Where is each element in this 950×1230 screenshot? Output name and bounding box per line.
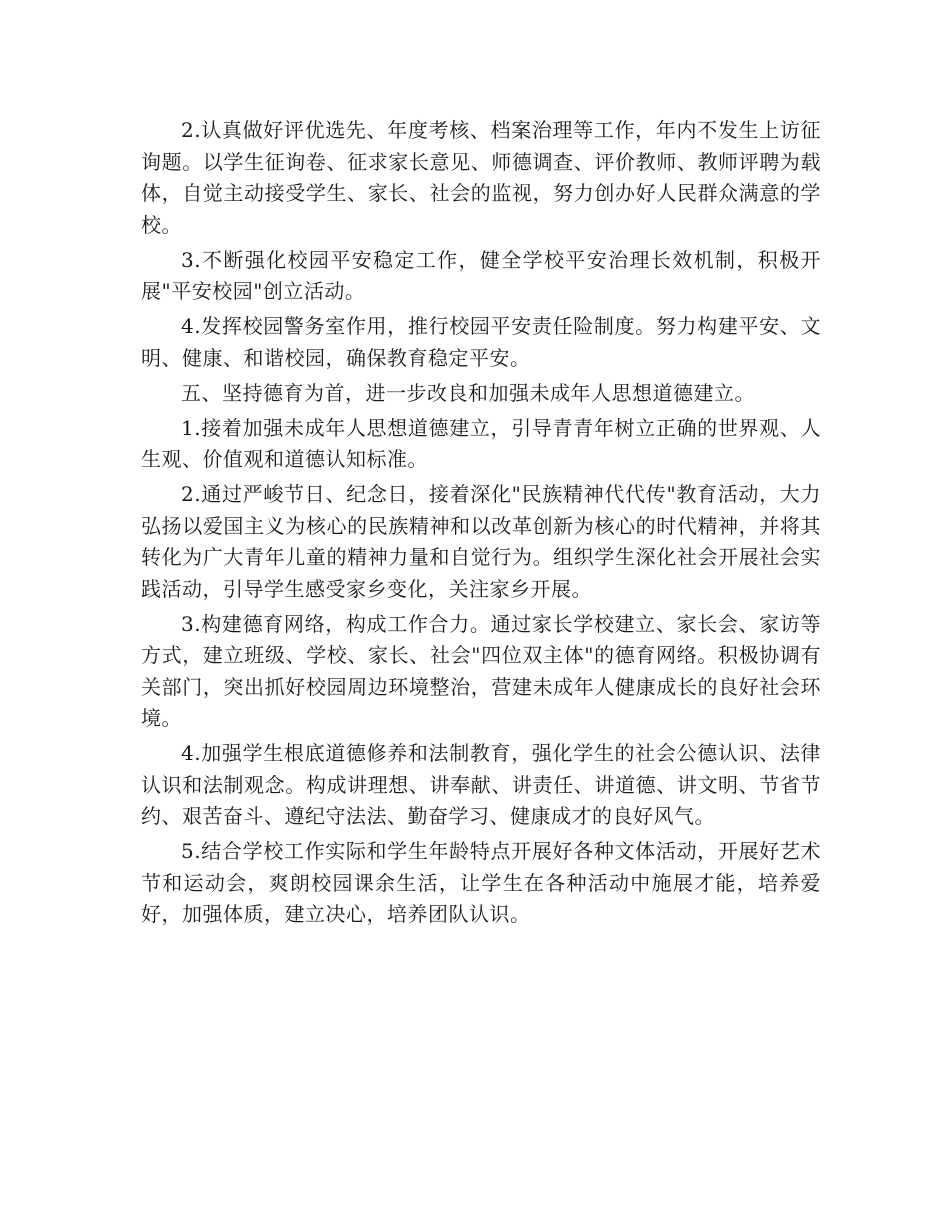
paragraph-5-activities: 5.结合学校工作实际和学生年龄特点开展好各种文体活动，开展好艺术节和运动会，爽朗校园课余生活，让学生在各种活动中施展才能，培养爱好，加强体质，建立决心，培养团队认识。 bbox=[141, 839, 821, 926]
section-heading-five: 五、坚持德育为首，进一步改良和加强未成年人思想道德建立。 bbox=[181, 380, 755, 405]
paragraph-2-evaluation: 2.认真做好评优选先、年度考核、档案治理等工作，年内不发生上访征询题。以学生征询卷、征求家长意见、师德调查、评价教师、教师评聘为载体，自觉主动接受学生、家长、社会的监视，努力创办好人民群众满意的学校。 bbox=[141, 118, 821, 237]
paragraph-4-police-room: 4.发挥校园警务室作用，推行校园平安责任险制度。努力构建平安、文明、健康、和谐校园，确保教育稳定平安。 bbox=[141, 314, 821, 370]
paragraph-1-moral-education: 1.接着加强未成年人思想道德建立，引导青青年树立正确的世界观、人生观、价值观和道德认知标准。 bbox=[141, 415, 821, 471]
paragraph-3-network: 3.构建德育网络，构成工作合力。通过家长学校建立、家长会、家访等方式，建立班级、学校、家长、社会"四位双主体"的德育网络。积极协调有关部门，突出抓好校园周边环境整治，营建未成年人健康成长的良好社会环境。 bbox=[141, 611, 821, 730]
paragraph-4-legal-education: 4.加强学生根底道德修养和法制教育，强化学生的社会公德认识、法律认识和法制观念。构成讲理想、讲奉献、讲责任、讲道德、讲文明、节省节约、艰苦奋斗、遵纪守法法、勤奋学习、健康成才的良好风气。 bbox=[141, 741, 821, 828]
paragraph-3-campus-safety: 3.不断强化校园平安稳定工作，健全学校平安治理长效机制，积极开展"平安校园"创立活动。 bbox=[141, 247, 821, 303]
paragraph-2-festivals: 2.通过严峻节日、纪念日，接着深化"民族精神代代传"教育活动，大力弘扬以爱国主义为核心的民族精神和以改革创新为核心的时代精神，并将其转化为广大青年儿童的精神力量和自觉行为。组织学生深化社会开展社会实践活动，引导学生感受家乡变化，关注家乡开展。 bbox=[141, 482, 821, 601]
document-body bbox=[141, 115, 821, 934]
